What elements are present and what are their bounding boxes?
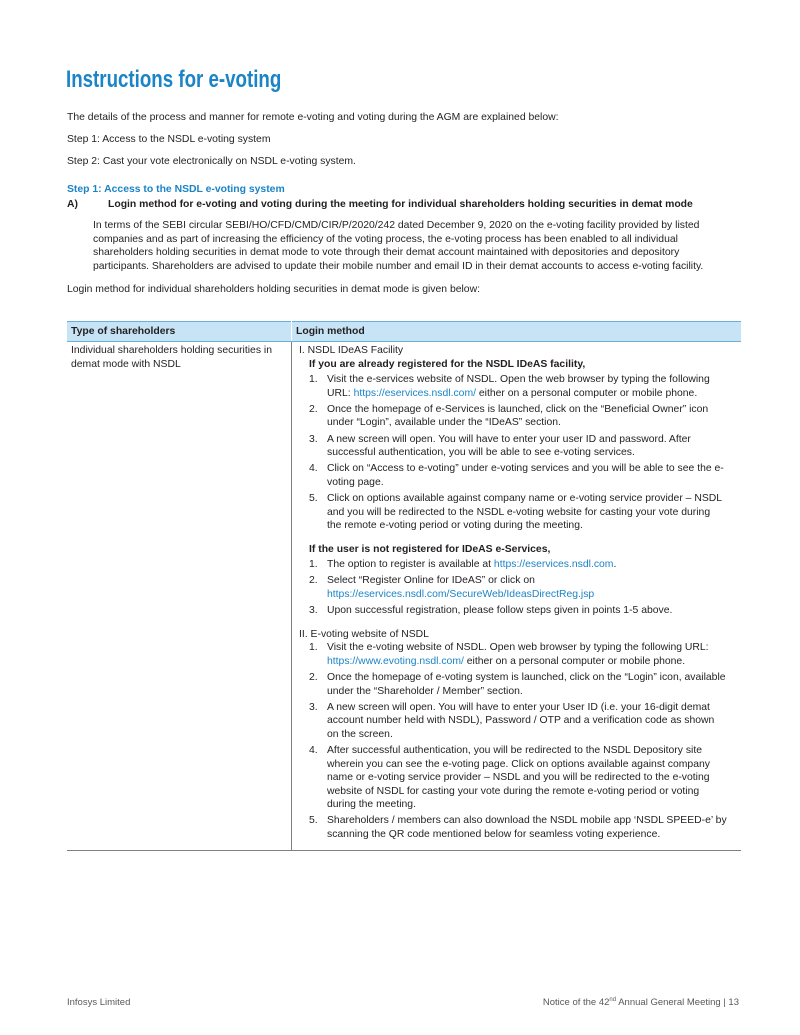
list-item-text (327, 403, 727, 430)
list-item (309, 492, 737, 533)
row-login-method (292, 342, 742, 851)
list-item-text-main: A new screen will open. You will have to enter your User ID (i.e. your 16-digit demat account number held with NSDL), Password / OTP and a verification code as shown on the screen. (327, 701, 715, 740)
list-item-text-main: Visit the e-voting website of NSDL. Open web browser by typing the following URL: (327, 642, 709, 654)
list-item-text-tail: . (613, 559, 617, 571)
ideas-facility-title: I. NSDL IDeAS Facility (299, 345, 404, 356)
list-item-text-main: Once the homepage of e-Services is launched, click on the “Beneficial Owner” icon under “Login”, available under the “IDeAS” section. (327, 403, 709, 429)
list-item (309, 558, 737, 572)
list-item-number: 2. (309, 575, 318, 587)
list-item-number: 4. (309, 744, 318, 756)
url-link[interactable]: https://www.evoting.nsdl.com/ (327, 655, 464, 667)
list-item-text-main: After successful authentication, you will be redirected to the NSDL Depository site wherein you can see the e-voting page. Click on options available against company name or e-voting service provider – NSDL and you will be redirected to the e-voting website of NSDL for casting your vote during the remote e-voting period or voting during the meeting. (327, 744, 710, 811)
list-item-text (327, 814, 727, 841)
header-login-method: Login method (292, 322, 742, 342)
row-shareholder-type: Individual shareholders holding securities in demat mode with NSDL (67, 342, 292, 851)
table-row (67, 342, 741, 851)
list-item-text-main: Shareholders / members can also download the NSDL mobile app ‘NSDL SPEED-e’ by scanning the QR code mentioned below for seamless voting experience. (327, 815, 727, 840)
list-item-number: 3. (309, 605, 318, 617)
login-method-table (67, 321, 741, 851)
footer-ordinal: nd (609, 996, 617, 1003)
list-item-text (327, 604, 727, 618)
list-item-number: 2. (309, 671, 318, 683)
list-item-number: 2. (309, 403, 318, 415)
list-item (309, 462, 737, 489)
list-item (309, 403, 737, 430)
list-item-text-main: Click on options available against company name or e-voting service provider – NSDL and you will be redirected to the NSDL e-voting website for casting your vote during the remote e-voting period or voting during the meeting. (327, 492, 722, 532)
list-item-number: 1. (309, 642, 318, 654)
list-item-text (327, 433, 727, 460)
footer-notice-suffix: Annual General Meeting | 13 (616, 997, 739, 1008)
footer-page-info (543, 996, 739, 1010)
list-item-text-main: Once the homepage of e-voting system is launched, click on the “Login” icon, available under the “Shareholder / Member” section. (327, 671, 726, 697)
header-type-of-shareholders: Type of shareholders (67, 322, 292, 342)
list-item-number: 5. (309, 815, 318, 827)
list-item (309, 671, 737, 698)
evoting-steps-list (309, 641, 737, 841)
list-item (309, 744, 737, 812)
table-intro: Login method for individual shareholders holding securities in demat mode is given below: (67, 284, 480, 296)
list-item-text (327, 373, 727, 400)
list-item-text (327, 492, 727, 533)
intro-paragraph: The details of the process and manner for remote e-voting and voting during the AGM are explained below: (67, 112, 559, 123)
list-item-text-main: Select “Register Online for IDeAS” or click on (327, 575, 535, 587)
list-item-number: 3. (309, 433, 318, 445)
section-a-title: Login method for e-voting and voting during the meeting for individual shareholders holding securities in demat mode (108, 199, 693, 211)
registered-heading: If you are already registered for the NSDL IDeAS facility, (309, 358, 586, 370)
section-a-label: A) (67, 199, 78, 211)
list-item-number: 1. (309, 374, 318, 386)
list-item-text-main: Upon successful registration, please follow steps given in points 1-5 above. (327, 605, 673, 617)
list-item-number: 5. (309, 492, 318, 504)
intro-section (67, 111, 747, 297)
list-item-number: 4. (309, 463, 318, 475)
url-link[interactable]: https://eservices.nsdl.com/SecureWeb/IdeasDirectReg.jsp (327, 589, 595, 600)
list-item (309, 641, 737, 668)
list-item (309, 604, 737, 618)
list-item-text-main: A new screen will open. You will have to enter your user ID and password. After successful authentication, you will be able to see e-voting services. (327, 433, 691, 459)
table-header-row (67, 322, 741, 342)
list-item-text-tail: either on a personal computer or mobile phone. (476, 387, 698, 399)
intro-step-2: Step 2: Cast your vote electronically on NSDL e-voting system. (67, 156, 356, 168)
list-item-number: 3. (309, 701, 318, 713)
url-link[interactable]: https://eservices.nsdl.com/ (353, 387, 476, 399)
list-item (309, 814, 737, 841)
unregistered-heading: If the user is not registered for IDeAS e-Services, (309, 543, 551, 555)
list-item-text (327, 744, 727, 812)
url-link[interactable]: https://eservices.nsdl.com (493, 559, 614, 571)
section-a-heading (67, 198, 747, 212)
section-a-paragraph: In terms of the SEBI circular SEBI/HO/CFD/CMD/CIR/P/2020/242 dated December 9, 2020 on the e-voting facility provided by listed companies and as part of increasing the efficiency of the voting process, the e-voting process has been enabled to all individual shareholders holding securities in demat mode to vote through their demat account maintained with depositories and depository participants. Shareholders are advised to update their mobile number and email ID in their demat accounts to access e-voting facility. (93, 219, 704, 272)
list-item-text (327, 701, 727, 742)
step-1-heading: Step 1: Access to the NSDL e-voting system (67, 183, 285, 195)
list-item-text-tail: either on a personal computer or mobile phone. (463, 655, 686, 667)
list-item-text (327, 462, 727, 489)
footer-company: Infosys Limited (67, 997, 131, 1008)
list-item-text-main: Click on “Access to e-voting” under e-voting services and you will be able to see the e-voting page. (327, 463, 724, 488)
intro-step-1: Step 1: Access to the NSDL e-voting system (67, 134, 271, 146)
list-item-text (327, 671, 727, 698)
list-item-text (327, 558, 727, 572)
list-item-number: 1. (309, 559, 318, 571)
list-item-text-main: Visit the e-services website of NSDL. Open the web browser by typing the following URL: (327, 374, 710, 399)
evoting-website-title: II. E-voting website of NSDL (299, 628, 429, 640)
page-title: Instructions for e-voting (66, 66, 282, 93)
footer-notice-prefix: Notice of the 42 (542, 997, 610, 1008)
list-item (309, 701, 737, 742)
registered-steps-list (309, 373, 737, 533)
list-item (309, 433, 737, 460)
list-item (309, 373, 737, 400)
list-item-text (327, 641, 727, 668)
unregistered-steps-list (309, 558, 737, 617)
list-item-text-main: The option to register is available at (327, 559, 494, 571)
list-item-text (327, 574, 727, 601)
list-item (309, 574, 737, 601)
